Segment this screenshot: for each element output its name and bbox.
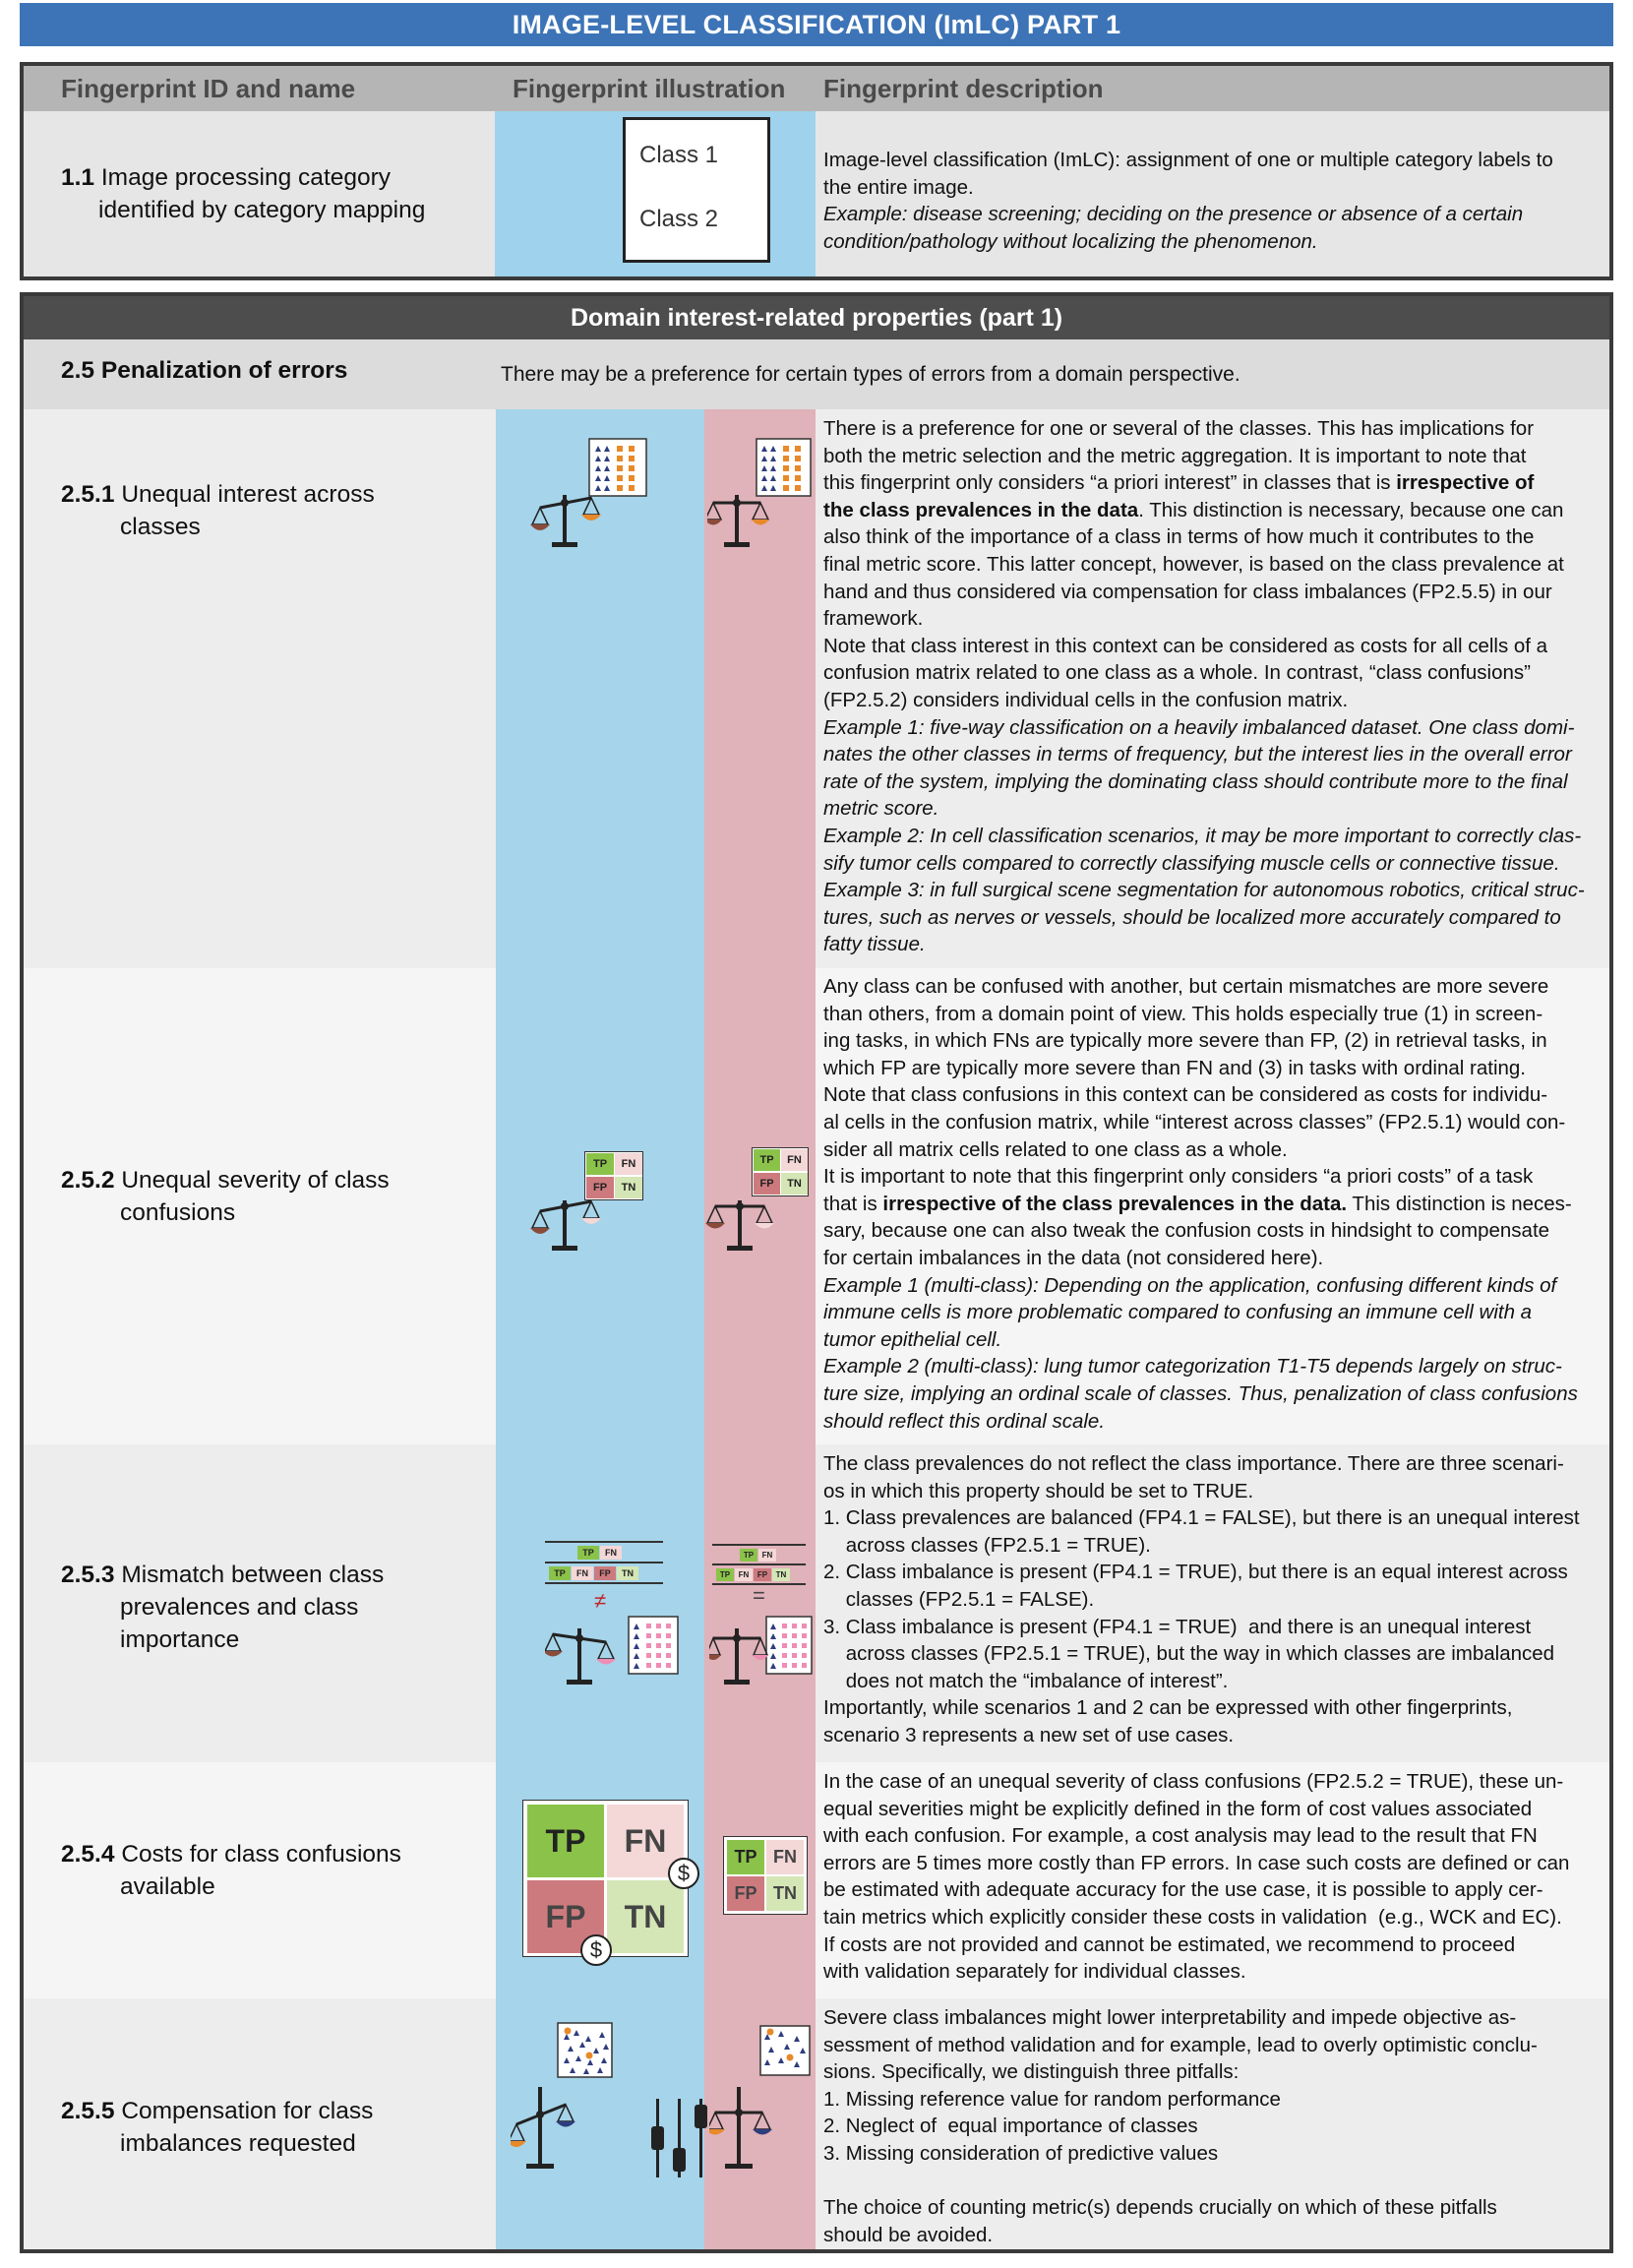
desc-line: If costs are not provided and cannot be estimated, we recommend to proceed <box>823 1932 1516 1956</box>
scale-icon-balanced <box>705 1187 784 1256</box>
fp-2-5-3-name-line3: importance <box>120 1626 240 1653</box>
table-header <box>24 66 1609 111</box>
cm-tn: TN <box>766 1876 804 1911</box>
fp-2-5-1-name <box>61 478 375 543</box>
cm-fn: FN <box>781 1149 808 1171</box>
fp-2-5-3-id: 2.5.3 <box>61 1562 115 1588</box>
fp-2-5-row <box>24 339 1609 409</box>
fp-1-1-description <box>823 147 1601 255</box>
illustration-column-pink <box>704 409 816 2249</box>
cm-tp: TP <box>586 1153 614 1175</box>
fp-2-5-name: Penalization of errors <box>100 357 348 384</box>
desc-line: Example 1: five-way classification on a heavily imbalanced dataset. One class domi- <box>823 715 1575 739</box>
cm-tp: TP <box>527 1805 604 1877</box>
cm-tp: TP <box>740 1549 757 1562</box>
fp-2-5-2-name-line2: confusions <box>120 1199 236 1226</box>
cm-fp: FP <box>727 1876 764 1911</box>
desc-line: sessment of method validation and for example, lead to overly optimistic conclu- <box>823 2033 1538 2056</box>
fp-2-5-desc: There may be a preference for certain types of errors from a domain perspective. <box>501 363 1240 386</box>
dollar-icon: $ <box>668 1858 699 1889</box>
header-col-description: Fingerprint description <box>823 74 1104 103</box>
desc-line: nates the other classes in terms of frequency, but the interest lies in the overall error <box>823 743 1572 766</box>
fp-2-5-4-name <box>61 1838 401 1903</box>
desc-line: Example 2: In cell classification scenarios, it may be more important to correctly clas- <box>823 824 1582 847</box>
desc-line: 2. Class imbalance is present (FP4.1 = TRUE), but there is an equal interest across <box>823 1561 1568 1584</box>
cost-matrix-comparison-blue <box>545 1541 663 1590</box>
cm-tn: TN <box>607 1880 684 1953</box>
cm-fp: FP <box>527 1880 604 1953</box>
desc-line: tures, such as nerves or vessels, should be localized more accurately compared to <box>823 905 1561 929</box>
desc-line: immune cells is more problematic compared to confusing an immune cell with a <box>823 1301 1533 1324</box>
desc-line <box>823 2168 1605 2195</box>
desc-line: ture size, implying an ordinal scale of classes. Thus, penalization of class confusions <box>823 1381 1578 1405</box>
cm-fn: FN <box>572 1566 593 1580</box>
illustration-column-blue <box>496 409 704 2249</box>
desc-line: which FP are typically more severe than FN and (3) in tasks with ordinal rating. <box>823 1056 1527 1079</box>
scale-grid-icon-pink <box>709 1615 816 1693</box>
desc-line: should reflect this ordinal scale. <box>823 1409 1106 1433</box>
desc-line: 3. Class imbalance is present (FP4.1 = TRUE) and there is an unequal interest <box>823 1615 1532 1638</box>
fp-2-5-3-name-line1: Mismatch between class <box>121 1562 385 1588</box>
desc-line: The choice of counting metric(s) depends crucially on which of these pitfalls <box>823 2196 1497 2220</box>
desc-line: Severe class imbalances might lower interpretability and impede objective as- <box>823 2006 1517 2029</box>
cm-tp: TP <box>577 1546 599 1560</box>
desc-line: (FP2.5.2) considers individual cells in the confusion matrix. <box>823 688 1349 711</box>
desc-line: 1. Missing reference value for random performance <box>823 2087 1281 2111</box>
desc-line: 1. Class prevalences are balanced (FP4.1 = FALSE), but there is an unequal interest <box>823 1506 1580 1530</box>
fp-2-5-2-name-line1: Unequal severity of class <box>121 1167 390 1194</box>
desc-line: does not match the “imbalance of interest”. <box>823 1669 1229 1692</box>
fp-2-5-5-id: 2.5.5 <box>61 2098 115 2124</box>
cm-fn: FN <box>735 1568 753 1581</box>
banner-title: IMAGE-LEVEL CLASSIFICATION (ImLC) PART 1 <box>512 9 1121 39</box>
cm-tn: TN <box>615 1177 642 1198</box>
fp-2-5-id: 2.5 <box>61 357 95 384</box>
cm-fp: FP <box>586 1177 614 1198</box>
fp-2-5-title <box>61 357 347 385</box>
desc-line: both the metric selection and the metric aggregation. It is important to note that <box>823 444 1527 467</box>
balanced-scale-class-grid-icon <box>707 434 816 552</box>
desc-line: Note that class interest in this context can be considered as costs for all cells of a <box>823 634 1548 657</box>
fp-2-5-3-name <box>61 1559 384 1656</box>
cm-tp: TP <box>716 1568 734 1581</box>
desc-line: hand and thus considered via compensation for class imbalances (FP2.5.5) in our <box>823 580 1552 603</box>
desc-line: across classes (FP2.5.1 = TRUE). <box>823 1533 1151 1557</box>
scale-grid-icon-blue <box>545 1615 683 1693</box>
cm-fn: FN <box>607 1805 684 1877</box>
desc-line: 2. Neglect of equal importance of classes <box>823 2115 1198 2138</box>
domain-section-header <box>24 296 1609 339</box>
desc-line: In the case of an unequal severity of class confusions (FP2.5.2 = TRUE), these un- <box>823 1770 1564 1793</box>
fp-2-5-1-description <box>823 415 1605 958</box>
desc-line: across classes (FP2.5.1 = TRUE), but the way in which classes are imbalanced <box>823 1642 1555 1666</box>
example-line: condition/pathology without localizing the phenomenon. <box>823 229 1318 253</box>
fp-2-5-1-id: 2.5.1 <box>61 481 115 508</box>
desc-line: framework. <box>823 607 924 631</box>
desc-line: Any class can be confused with another, but certain mismatches are more severe <box>823 975 1549 998</box>
desc-line: should be avoided. <box>823 2223 994 2246</box>
cm-fn: FN <box>766 1840 804 1874</box>
fp-2-5-1-name-line1: Unequal interest across <box>121 481 375 508</box>
class2-label: Class 2 <box>639 206 719 232</box>
desc-line: sider all matrix cells related to one class as a whole. <box>823 1137 1288 1161</box>
fp-1-1-name <box>61 161 425 226</box>
scale-with-sliders-icon <box>511 2018 717 2190</box>
example-line: Example: disease screening; deciding on the presence or absence of a certain <box>823 203 1524 226</box>
scale-with-class-grid-icon <box>530 434 668 552</box>
fp-2-5-2-name <box>61 1164 390 1229</box>
desc-line: be estimated with adequate accuracy for the use case, it is possible to apply cer- <box>823 1878 1543 1902</box>
cm-fp: FP <box>754 1568 771 1581</box>
fp-2-5-5-name <box>61 2095 373 2160</box>
desc-line: Note that class confusions in this context can be considered as costs for individu- <box>823 1083 1548 1107</box>
cm-tn: TN <box>617 1566 638 1580</box>
desc-line: classes (FP2.5.1 = FALSE). <box>823 1587 1095 1611</box>
header-col-id: Fingerprint ID and name <box>61 74 356 103</box>
fp-2-5-4-name-line2: available <box>120 1873 215 1900</box>
desc-line: sify tumor cells compared to correctly classifying muscle cells or connective tissue. <box>823 851 1560 875</box>
desc-line: for certain imbalances in the data (not considered here). <box>823 1246 1324 1269</box>
not-equal-symbol: ≠ <box>594 1588 607 1613</box>
scale-icon-tilted <box>530 1187 609 1256</box>
equal-symbol: = <box>753 1583 765 1608</box>
fp-2-5-2-id: 2.5.2 <box>61 1167 115 1194</box>
desc-line: Importantly, while scenarios 1 and 2 can be expressed with other fingerprints, <box>823 1696 1513 1720</box>
desc-line: confusion matrix related to one class as a whole. In contrast, “class confusions” <box>823 661 1531 685</box>
desc-line: fatty tissue. <box>823 933 926 956</box>
desc-line: There is a preference for one or several of the classes. This has implications for <box>823 417 1535 440</box>
desc-line: than others, from a domain point of view. This holds especially true (1) in screen- <box>823 1002 1543 1025</box>
desc-line: Example 2 (multi-class): lung tumor categorization T1-T5 depends largely on struc- <box>823 1355 1562 1379</box>
fingerprint-table-part1 <box>20 62 1613 280</box>
desc-line: with validation separately for individual classes. <box>823 1960 1246 1984</box>
desc-line: ing tasks, in which FNs are typically more severe than FP, (2) in retrieval tasks, in <box>823 1029 1547 1053</box>
page-banner <box>20 3 1613 46</box>
desc-line: errors are 5 times more costly than FP errors. In case such costs are defined or can <box>823 1851 1570 1874</box>
desc-line: Example 3: in full surgical scene segmentation for autonomous robotics, critical struc- <box>823 879 1585 902</box>
desc-line: Example 1 (multi-class): Depending on the application, confusing different kinds of <box>823 1273 1557 1297</box>
desc-line: It is important to note that this fingerprint only considers “a priori costs” of a task <box>823 1165 1534 1189</box>
fp-2-5-4-description <box>823 1768 1605 1986</box>
desc-line: also think of the importance of a class in terms of how much it contributes to the <box>823 525 1535 549</box>
fp-1-1-name-line2: identified by category mapping <box>98 197 426 223</box>
desc-line: Image-level classification (ImLC): assignment of one or multiple category labels to <box>823 149 1553 171</box>
desc-line: this fingerprint only considers “a priori interest” in classes that is irrespective of <box>823 471 1535 495</box>
dollar-icon: $ <box>580 1934 612 1966</box>
domain-interest-section <box>20 292 1613 2253</box>
cm-fn: FN <box>758 1549 776 1562</box>
desc-line: os in which this property should be set to TRUE. <box>823 1479 1254 1502</box>
desc-line: scenario 3 represents a new set of use cases. <box>823 1723 1235 1747</box>
fp-2-5-5-description <box>823 2004 1605 2248</box>
cm-fp: FP <box>754 1173 780 1195</box>
cm-fn: FN <box>615 1153 642 1175</box>
fp-2-5-5-name-line2: imbalances requested <box>120 2130 356 2157</box>
cost-confusion-matrix-large <box>522 1800 691 1962</box>
desc-line: sions. Specifically, we distinguish three pitfalls: <box>823 2060 1240 2084</box>
desc-line: sary, because one can also tweak the confusion costs in hindsight to compensate <box>823 1219 1550 1243</box>
desc-line: tumor epithelial cell. <box>823 1327 1002 1351</box>
fp-2-5-2-description <box>823 973 1605 1435</box>
fp-1-1-id: 1.1 <box>61 164 95 191</box>
confusion-matrix-medium <box>723 1836 808 1915</box>
desc-line: the class prevalences in the data. This distinction is necessary, because one can <box>823 498 1564 521</box>
desc-line: the entire image. <box>823 175 974 199</box>
fp-2-5-3-name-line2: prevalences and class <box>120 1594 359 1621</box>
desc-line: The class prevalences do not reflect the class importance. There are three scenari- <box>823 1452 1564 1475</box>
desc-line: al cells in the confusion matrix, while “interest across classes” (FP2.5.1) would con- <box>823 1110 1566 1134</box>
desc-line: 3. Missing consideration of predictive values <box>823 2141 1219 2165</box>
desc-line: tain metrics which explicitly consider these costs in validation (e.g., WCK and EC). <box>823 1905 1562 1929</box>
cm-tn: TN <box>772 1568 790 1581</box>
desc-line: rate of the system, implying the dominating class should contribute more to the final <box>823 769 1568 793</box>
class-label-box <box>623 117 770 263</box>
desc-line: equal severities might be explicitly defined in the form of cost values associated <box>823 1797 1533 1820</box>
desc-line: metric score. <box>823 797 939 821</box>
balanced-scale-icon-pink <box>709 2018 816 2190</box>
fp-2-5-4-name-line1: Costs for class confusions <box>121 1841 401 1868</box>
cm-fn: FN <box>600 1546 622 1560</box>
class1-label: Class 1 <box>639 142 719 168</box>
domain-section-title: Domain interest-related properties (part 1) <box>570 303 1063 332</box>
cm-tn: TN <box>781 1173 808 1195</box>
cm-fp: FP <box>594 1566 616 1580</box>
desc-line: that is irrespective of the class prevalences in the data. This distinction is neces- <box>823 1192 1572 1215</box>
fp-1-1-name-line1: Image processing category <box>100 164 392 191</box>
fp-2-5-3-description <box>823 1450 1605 1749</box>
fp-2-5-4-id: 2.5.4 <box>61 1841 115 1868</box>
desc-line: with each confusion. For example, a cost analysis may lead to the result that FN <box>823 1824 1538 1848</box>
cm-tp: TP <box>727 1840 764 1874</box>
header-col-illustration: Fingerprint illustration <box>513 74 786 103</box>
fp-2-5-5-name-line1: Compensation for class <box>121 2098 374 2124</box>
fp-2-5-1-name-line2: classes <box>120 514 201 540</box>
desc-line: final metric score. This latter concept, however, is based on the class prevalence at <box>823 552 1564 576</box>
cm-tp: TP <box>549 1566 571 1580</box>
cm-tp: TP <box>754 1149 780 1171</box>
